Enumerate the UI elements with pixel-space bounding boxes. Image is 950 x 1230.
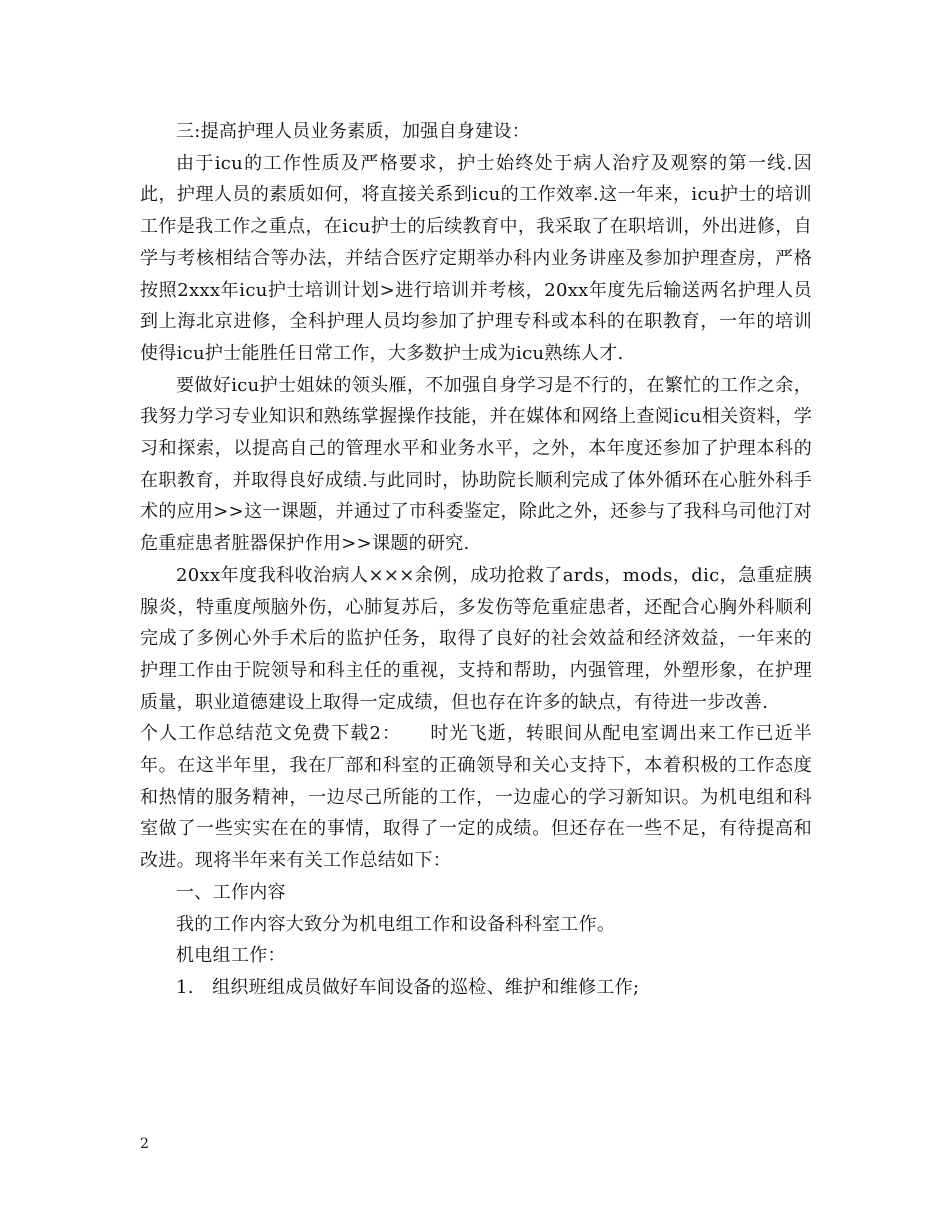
paragraph-annual-results: 20xx年度我科收治病人×××余例，成功抢救了ards，mods，dic，急重症胰腺炎，特重度颅脑外伤，心肺复苏后，多发伤等危重症患者，还配合心胸外科顺利完成了多例心外手术后的监护任务，取得了良好的社会效益和经济效益，一年来的护理工作由于院领导和科主任的重视，支持和帮助，内强管理，外塑形象，在护理质量，职业道德建设上取得一定成绩，但也存在许多的缺点，有待进一步改善. bbox=[140, 564, 812, 713]
paragraph-icu-training: 由于icu的工作性质及严格要求，护士始终处于病人治疗及观察的第一线.因此，护理人员的素质如何，将直接关系到icu的工作效率.这一年来，icu护士的培训工作是我工作之重点，在icu护士的后续教育中，我采取了在职培训，外出进修，自学与考核相结合等办法，并结合医疗定期举办科内业务讲座及参加护理查房，严格按照2xxx年icu护士培训计划>进行培训并考核，20xx年度先后输送两名护理人员到上海北京进修，全科护理人员均参加了护理专科或本科的在职教育，一年的培训使得icu护士能胜任日常工作，大多数护士成为icu熟练人才. bbox=[140, 152, 812, 364]
document-body bbox=[140, 116, 812, 1004]
section-heading-work-content: 一、工作内容 bbox=[176, 881, 286, 903]
paragraph-self-study: 要做好icu护士姐妹的领头雁，不加强自身学习是不行的，在繁忙的工作之余，我努力学习专业知识和熟练掌握操作技能，并在媒体和网络上查阅icu相关资料，学习和探索，以提高自己的管理水平和业务水平，之外，本年度还参加了护理本科的在职教育，并取得良好成绩.与此同时，协助院长顺利完成了体外循环在心脏外科手术的应用>>这一课题，并通过了市科委鉴定，除此之外，还参与了我科乌司他汀对危重症患者脏器保护作用>>课题的研究. bbox=[140, 374, 812, 555]
paragraph-work-division: 我的工作内容大致分为机电组工作和设备科科室工作。 bbox=[176, 913, 616, 935]
subheading-electromechanical-work: 机电组工作： bbox=[176, 945, 286, 967]
page-number: 2 bbox=[140, 1136, 149, 1152]
list-item-1: 1. 组织班组成员做好车间设备的巡检、维护和维修工作; bbox=[176, 976, 640, 998]
paragraph-summary-intro: 个人工作总结范文免费下载2： 时光飞逝，转眼间从配电室调出来工作已近半年。在这半年里，我在厂部和科室的正确领导和关心支持下，本着积极的工作态度和热情的服务精神，一边尽己所能的工作，一边虚心的学习新知识。为机电组和科室做了一些实实在在的事情，取得了一定的成绩。但还存在一些不足，有待提高和改进。现将半年来有关工作总结如下： bbox=[140, 723, 812, 872]
section-heading-improve-quality: 三:提高护理人员业务素质，加强自身建设： bbox=[176, 121, 531, 142]
